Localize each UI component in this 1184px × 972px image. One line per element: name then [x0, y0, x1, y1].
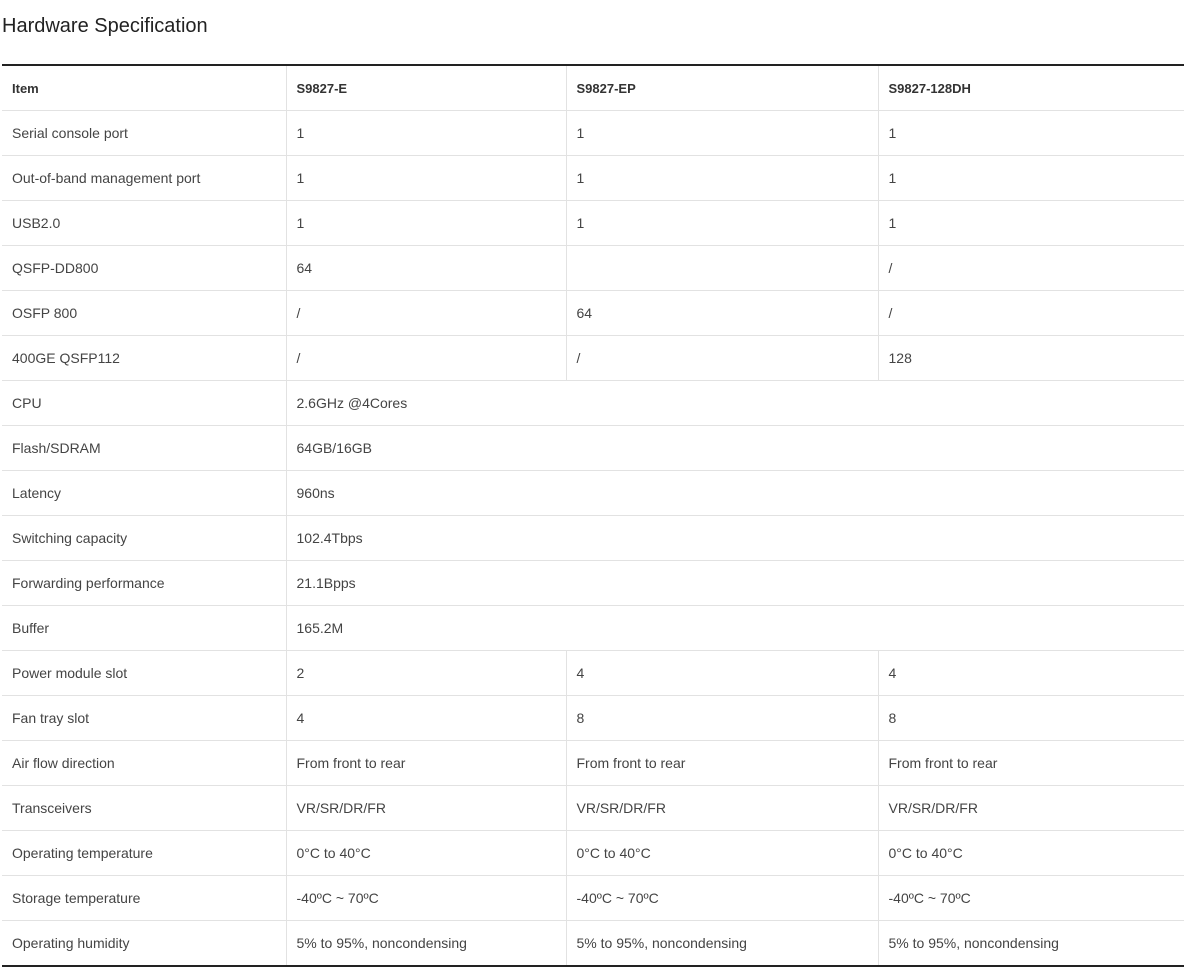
- column-header-s9827-128dh: S9827-128DH: [878, 65, 1184, 111]
- value-cell: 1: [566, 156, 878, 201]
- table-row: [2, 921, 1184, 967]
- value-cell: 5% to 95%, noncondensing: [286, 921, 566, 967]
- table-row: [2, 336, 1184, 381]
- row-label: Transceivers: [2, 786, 286, 831]
- shared-value-cell: 165.2M: [286, 606, 1184, 651]
- row-label: Forwarding performance: [2, 561, 286, 606]
- row-label: 400GE QSFP112: [2, 336, 286, 381]
- value-cell: VR/SR/DR/FR: [286, 786, 566, 831]
- shared-value-cell: 102.4Tbps: [286, 516, 1184, 561]
- header-row: [2, 65, 1184, 111]
- table-row: [2, 381, 1184, 426]
- value-cell: [566, 246, 878, 291]
- value-cell: 8: [878, 696, 1184, 741]
- row-label: USB2.0: [2, 201, 286, 246]
- row-label: CPU: [2, 381, 286, 426]
- value-cell: /: [286, 291, 566, 336]
- row-label: Out-of-band management port: [2, 156, 286, 201]
- row-label: Serial console port: [2, 111, 286, 156]
- table-row: [2, 741, 1184, 786]
- value-cell: /: [566, 336, 878, 381]
- value-cell: 1: [878, 156, 1184, 201]
- row-label: Operating temperature: [2, 831, 286, 876]
- value-cell: 1: [566, 201, 878, 246]
- value-cell: From front to rear: [878, 741, 1184, 786]
- table-row: [2, 471, 1184, 516]
- value-cell: 1: [878, 201, 1184, 246]
- value-cell: 0°C to 40°C: [286, 831, 566, 876]
- value-cell: VR/SR/DR/FR: [566, 786, 878, 831]
- row-label: QSFP-DD800: [2, 246, 286, 291]
- value-cell: 4: [286, 696, 566, 741]
- value-cell: 4: [566, 651, 878, 696]
- table-row: [2, 831, 1184, 876]
- value-cell: -40ºC ~ 70ºC: [566, 876, 878, 921]
- row-label: Air flow direction: [2, 741, 286, 786]
- value-cell: 128: [878, 336, 1184, 381]
- value-cell: -40ºC ~ 70ºC: [286, 876, 566, 921]
- table-row: [2, 651, 1184, 696]
- table-row: [2, 246, 1184, 291]
- table-body: [2, 111, 1184, 967]
- row-label: Operating humidity: [12, 935, 130, 951]
- value-cell: 1: [286, 201, 566, 246]
- value-cell: 0°C to 40°C: [878, 831, 1184, 876]
- value-cell: 8: [566, 696, 878, 741]
- value-cell: From front to rear: [566, 741, 878, 786]
- table-row: [2, 156, 1184, 201]
- value-cell: 4: [878, 651, 1184, 696]
- value-cell: 1: [286, 111, 566, 156]
- table-row: [2, 561, 1184, 606]
- value-cell: VR/SR/DR/FR: [878, 786, 1184, 831]
- value-cell: -40ºC ~ 70ºC: [878, 876, 1184, 921]
- row-label: Flash/SDRAM: [2, 426, 286, 471]
- row-label: OSFP 800: [2, 291, 286, 336]
- hardware-spec-table: [2, 64, 1184, 967]
- row-label: Power module slot: [2, 651, 286, 696]
- value-cell: /: [286, 336, 566, 381]
- value-cell: 1: [566, 111, 878, 156]
- shared-value-cell: 2.6GHz @4Cores: [286, 381, 1184, 426]
- value-cell: 64: [286, 246, 566, 291]
- row-label: Latency: [2, 471, 286, 516]
- table-row: [2, 516, 1184, 561]
- value-cell: /: [878, 246, 1184, 291]
- table-row: [2, 876, 1184, 921]
- table-header: [2, 65, 1184, 111]
- row-label: Buffer: [2, 606, 286, 651]
- value-cell: 1: [286, 156, 566, 201]
- table-row: [2, 201, 1184, 246]
- value-cell: /: [878, 291, 1184, 336]
- table-row: [2, 786, 1184, 831]
- table-row: [2, 291, 1184, 336]
- value-cell: 2: [286, 651, 566, 696]
- value-cell: 5% to 95%, noncondensing: [566, 921, 878, 967]
- column-header-s9827-e: S9827-E: [286, 65, 566, 111]
- column-header-s9827-ep: S9827-EP: [566, 65, 878, 111]
- value-cell: 5% to 95%, noncondensing: [878, 921, 1184, 967]
- row-label: Fan tray slot: [2, 696, 286, 741]
- table-row: [2, 426, 1184, 471]
- row-label: Switching capacity: [2, 516, 286, 561]
- table-row: [2, 606, 1184, 651]
- value-cell: 0°C to 40°C: [566, 831, 878, 876]
- value-cell: 1: [878, 111, 1184, 156]
- row-label: Storage temperature: [2, 876, 286, 921]
- table-row: [2, 111, 1184, 156]
- shared-value-cell: 64GB/16GB: [286, 426, 1184, 471]
- column-header-item: Item: [2, 65, 286, 111]
- page-title: Hardware Specification: [2, 15, 208, 37]
- shared-value-cell: 21.1Bpps: [286, 561, 1184, 606]
- value-cell: From front to rear: [286, 741, 566, 786]
- table-row: [2, 696, 1184, 741]
- shared-value-cell: 960ns: [286, 471, 1184, 516]
- value-cell: 64: [566, 291, 878, 336]
